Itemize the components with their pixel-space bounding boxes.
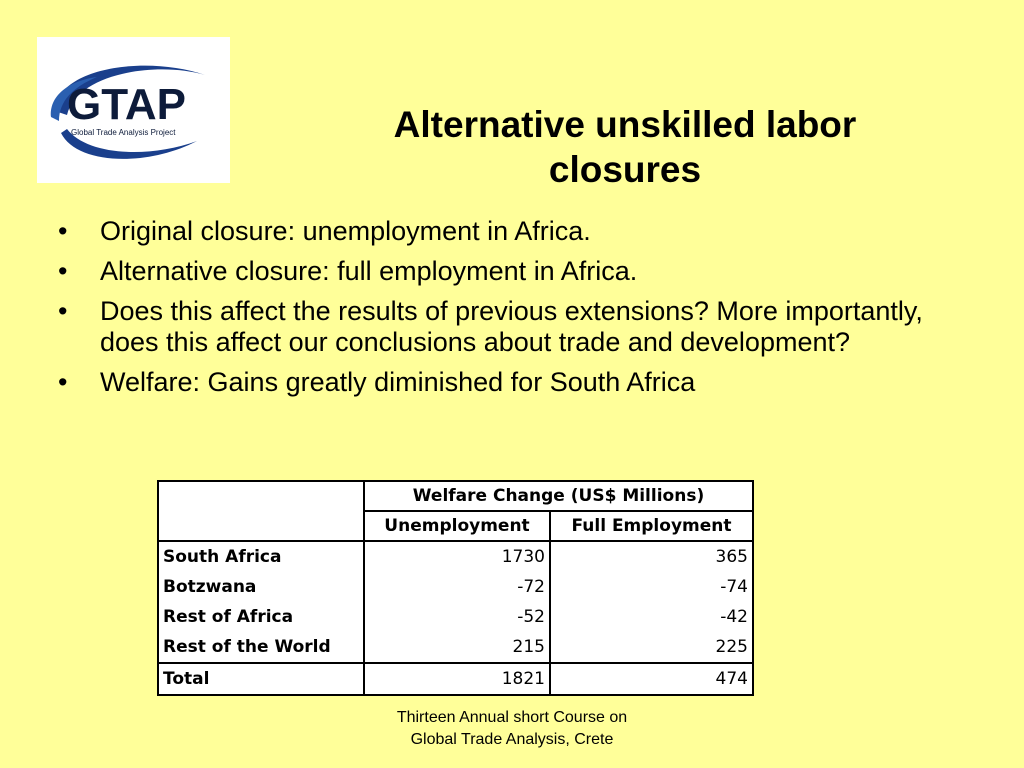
row-label: Botzwana <box>158 572 364 602</box>
table-row-total <box>158 663 753 695</box>
bullet-list <box>58 216 958 407</box>
bullet-item <box>58 256 958 287</box>
slide-title-line1: Alternative unskilled labor <box>393 104 857 145</box>
footer-line2: Global Trade Analysis, Crete <box>410 731 614 748</box>
bullet-text: Does this affect the results of previous extensions? More importantly, does this affect our conclusions about trade and development? <box>100 296 923 357</box>
table-row <box>158 572 753 602</box>
table-row <box>158 632 753 663</box>
table-column-header: Full Employment <box>550 511 753 541</box>
cell-value: 365 <box>550 541 753 572</box>
cell-value: 1730 <box>364 541 550 572</box>
cell-value: 225 <box>550 632 753 663</box>
bullet-dot-icon: • <box>58 296 68 326</box>
cell-value: 474 <box>550 663 753 695</box>
bullet-text: Alternative closure: full employment in Africa. <box>100 256 638 286</box>
cell-value: 215 <box>364 632 550 663</box>
row-label: Total <box>158 663 364 695</box>
welfare-table <box>157 480 754 696</box>
cell-value: -42 <box>550 602 753 632</box>
bullet-dot-icon: • <box>58 367 68 397</box>
cell-value: -72 <box>364 572 550 602</box>
bullet-item <box>58 216 958 247</box>
bullet-item <box>58 367 958 398</box>
footer-line1: Thirteen Annual short Course on <box>396 709 628 726</box>
logo-tagline: Global Trade Analysis Project <box>71 128 176 137</box>
bullet-text: Welfare: Gains greatly diminished for South Africa <box>100 367 696 397</box>
table-row <box>158 602 753 632</box>
cell-value: 1821 <box>364 663 550 695</box>
row-label: South Africa <box>158 541 364 572</box>
slide-title <box>300 102 950 192</box>
cell-value: -52 <box>364 602 550 632</box>
bullet-text: Original closure: unemployment in Africa. <box>100 216 591 246</box>
cell-value: -74 <box>550 572 753 602</box>
table-column-header: Unemployment <box>364 511 550 541</box>
bullet-dot-icon: • <box>58 216 68 246</box>
slide-title-line2: closures <box>548 149 702 190</box>
logo-wordmark: GTAP <box>67 80 186 129</box>
gtap-logo <box>37 37 230 183</box>
table-corner-cell <box>158 481 364 541</box>
globe-swoosh-icon <box>37 37 230 183</box>
table-row <box>158 541 753 572</box>
bullet-item <box>58 296 958 358</box>
table-group-header: Welfare Change (US$ Millions) <box>364 481 753 511</box>
bullet-dot-icon: • <box>58 256 68 286</box>
row-label: Rest of Africa <box>158 602 364 632</box>
row-label: Rest of the World <box>158 632 364 663</box>
slide-footer <box>320 707 704 751</box>
